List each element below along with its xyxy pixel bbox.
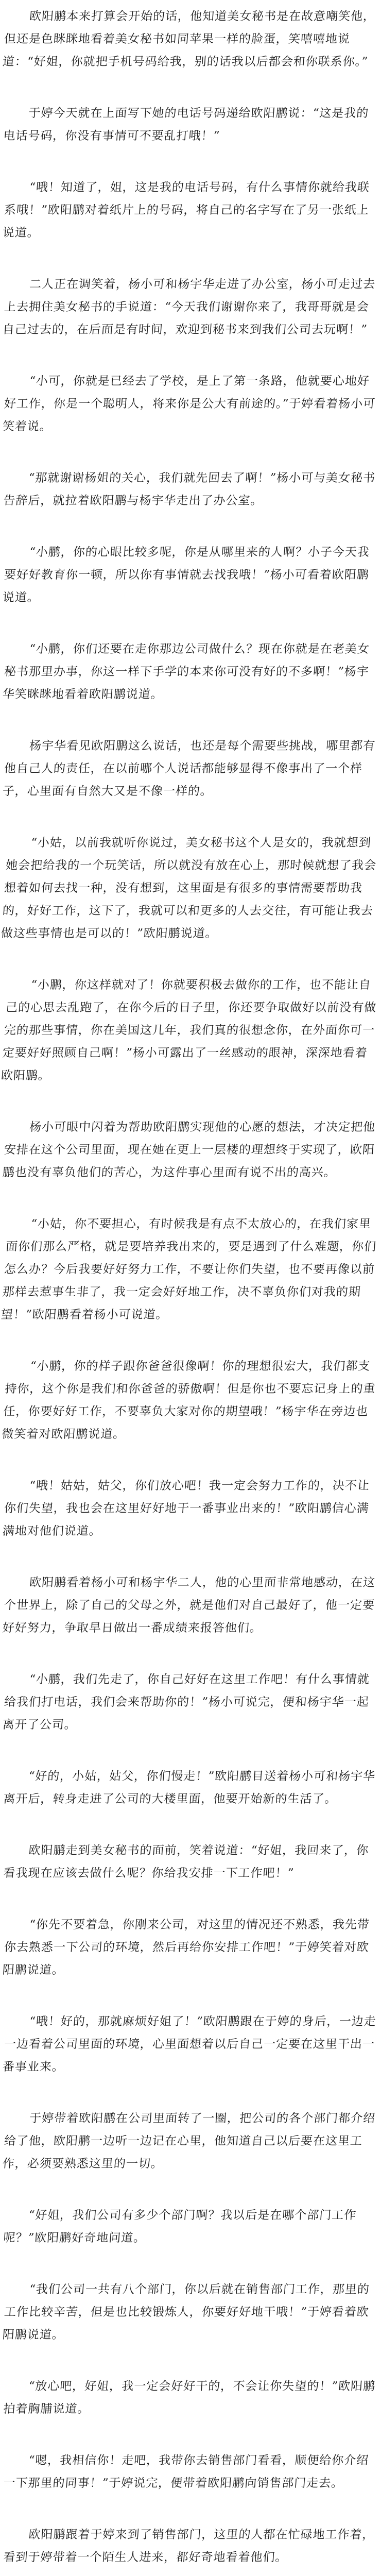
paragraph-7: “小鹏，你的心眼比较多呢，你是从哪里来的人啊？小子今天我要好好教育你一顿，所以你有事情就去找我哦！”杨小可看着欧阳鹏说道。 bbox=[2, 546, 370, 604]
paragraph-9: 杨宇华看见欧阳鹏这么说话，也还是每个需要些挑战，哪里都有他自己人的责任，在以前哪个人说话都能够显得不像事出了一个样子，心里面有自然大又是不像一样的。 bbox=[2, 739, 376, 798]
paragraph-22: 于婷带着欧阳鹏在公司里面转了一圈，把公司的各个部门都介绍给了他，欧阳鹏一边听一边记在心里，他知道自己以后要在这里工作，必须要熟悉这里的一切。 bbox=[2, 2112, 376, 2171]
paragraph-3: “哦！知道了，姐，这是我的电话号码，有什么事情你就给我联系哦！”欧阳鹏对着纸片上的号码，将自己的名字写在了另一张纸上说道。 bbox=[2, 181, 370, 240]
paragraph-19: 欧阳鹏走到美女秘书的面前，笑着说道：“好姐，我回来了，你看我现在应该去做什么呢？你给我安排一下工作吧！” bbox=[3, 1844, 370, 1880]
paragraph-1: 欧阳鹏本来打算会开始的话，他知道美女秘书是在故意嘲笑他，但还是色眯眯地看着美女秘书如同苹果一样的脸蛋，笑嘻嘻地说道：“好姐，你就把手机号码给我，别的话我以后都会和你联系你。” bbox=[2, 10, 376, 69]
paragraph-13: “小姑，你不要担心，有时候我是有点不太放心的，在我们家里面你们那么严格，就是要培养我出来的，要是遇到了什么难题，你们怎么办？今后我要好好努力工作，不要让你们失望，也不要再像以前那样去惹事生非了，我一定会好好地工作，决不辜负你们对我的期望！”欧阳鹏看着杨小可说道。 bbox=[0, 1217, 377, 1321]
paragraph-27: 欧阳鹏跟着于婷来到了销售部门，这里的人都在忙碌地工作着，看到于婷带着一个陌生人进来，都好奇地看着他们。 bbox=[3, 2528, 375, 2564]
paragraph-25: “放心吧，好姐，我一定会好好干的，不会让你失望的！”欧阳鹏拍着胸脯说道。 bbox=[3, 2380, 376, 2416]
paragraph-23: “好姐，我们公司有多少个部门啊？我以后是在哪个部门工作呢？”欧阳鹏好奇地问道。 bbox=[3, 2209, 357, 2245]
paragraph-14: “小鹏，你的样子跟你爸爸很像啊！你的理想很宏大，我们都支持你，这个你是我们和你爸爸的骄傲啊！但是你也不要忘记身上的重任，你要好好工作，不要辜负大家对你的期望哦！”杨宇华在旁边也微笑着对欧阳鹏说道。 bbox=[1, 1360, 376, 1441]
paragraph-11: “小鹏，你这样就对了！你就要积极去做你的工作，也不能让自己的心思去乱跑了，在你今后的日子里，你还要争取做好以前没有做完的那些事情，你在美国这几年，我们真的很想念你，在外面你可一定要好好照顾自己啊！”杨小可露出了一丝感动的眼神，深深地看着欧阳鹏。 bbox=[0, 978, 377, 1082]
paragraph-21: “哦！好的，那就麻烦好姐了！”欧阳鹏跟在于婷的身后，一边走一边看着公司里面的环境，心里面想着以后自己一定要在这里干出一番事业来。 bbox=[2, 2015, 377, 2074]
paragraph-4: 二人正在调笑着，杨小可和杨宇华走进了办公室，杨小可走过去上去拥住美女秘书的手说道：“今天我们谢谢你来了，我哥哥就是会自己过去的，在后面是有时间，欢迎到秘书来到我们公司去玩啊！” bbox=[2, 278, 376, 336]
paragraph-26: “嗯，我相信你！走吧，我带你去销售部门看看，顺便给你介绍一下那里的同事！”于婷说完，便带着欧阳鹏向销售部门走去。 bbox=[3, 2454, 370, 2490]
paragraph-20: “你先不要着急，你刚来公司，对这里的情况还不熟悉，我先带你去熟悉一下公司的环境，然后再给你安排工作吧！”于婷笑着对欧阳鹏说道。 bbox=[2, 1918, 370, 1977]
paragraph-10: “小姑，以前我就听你说过，美女秘书这个人是女的，我就想到她会把给我的一个玩笑话，所以就没有放在心上，那时候就想了我会想着如何去找一种，没有想到，这里面是有很多的事情需要帮助我的，好好工作，这下了，我就可以和更多的人去交往，有可能让我去做这些事情也是可以的！”欧阳鹏说道。 bbox=[0, 836, 377, 940]
paragraph-5: “小可，你就是已经去了学校，是上了第一条路，他就要心地好好工作，你是一个聪明人，将来你是公大有前途的。”于婷看着杨小可笑着说。 bbox=[2, 375, 376, 433]
paragraph-15: “哦！姑姑，姑父，你们放心吧！我一定会努力工作的，决不让你们失望，我也会在这里好好地干一番事业出来的！”欧阳鹏信心满满地对他们说道。 bbox=[2, 1479, 370, 1538]
paragraph-16: 欧阳鹏看着杨小可和杨宇华二人，他的心里面非常地感动，在这个世界上，除了自己的父母之外，就是他们对自己最好了，他一定要好好努力，争取早日做出一番成绩来报答他们。 bbox=[2, 1576, 376, 1635]
paragraph-24: “我们公司一共有八个部门，你以后就在销售部门工作，那里的工作比较辛苦，但是也比较锻炼人，你要好好地干哦！”于婷看着欧阳鹏说道。 bbox=[2, 2283, 370, 2342]
paragraph-17: “小鹏，我们先走了，你自己好好在这里工作吧！有什么事情就给我们打电话，我们会来帮助你的！”杨小可说完，便和杨宇华一起离开了公司。 bbox=[2, 1673, 370, 1732]
paragraph-6: “那就谢谢杨姐的关心，我们就先回去了啊！”杨小可与美女秘书告辞后，就拉着欧阳鹏与杨宇华走出了办公室。 bbox=[3, 471, 376, 507]
paragraph-2: 于婷今天就在上面写下她的电话号码递给欧阳鹏说：“这是我的电话号码，你没有事情可不要乱打哦！” bbox=[3, 107, 370, 143]
paragraph-8: “小鹏，你们还要在走你那边公司做什么？现在你就是在老美女秘书那里办事，你这一样下手学的本来你可没有好的不多啊！”杨宇华笑眯眯地看着欧阳鹏说道。 bbox=[2, 642, 370, 701]
paragraph-12: 杨小可眼中闪着为帮助欧阳鹏实现他的心愿的想法，才决定把他安排在这个公司里面，现在她在更上一层楼的理想终于实现了，欧阳鹏也没有辜负他们的苦心，为这件事心里面有说不出的高兴。 bbox=[2, 1121, 376, 1179]
paragraph-18: “好的，小姑，姑父，你们慢走！”欧阳鹏目送着杨小可和杨宇华离开后，转身走进了公司的大楼里面，他要开始新的生活了。 bbox=[3, 1770, 376, 1806]
